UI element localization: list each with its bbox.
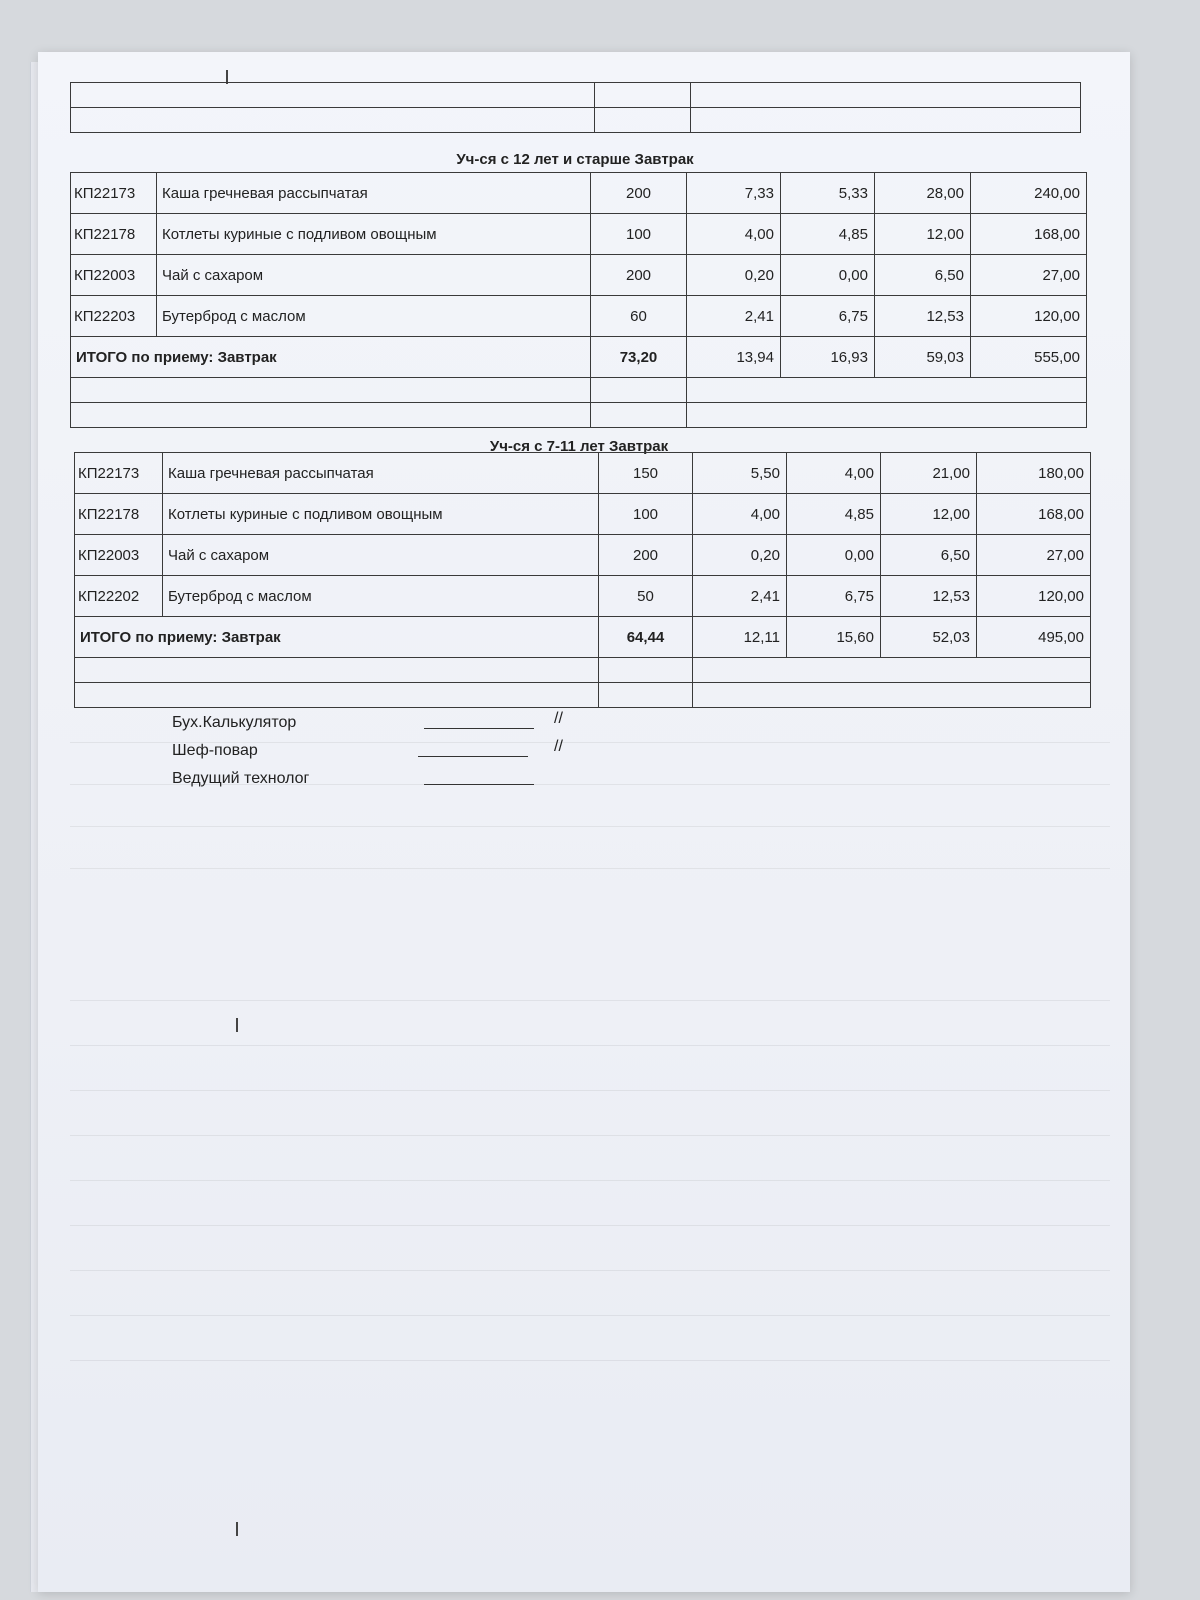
item-carbs: 28,00 <box>875 173 971 214</box>
item-code: КП22178 <box>71 214 157 255</box>
item-code: КП22003 <box>75 535 163 576</box>
item-weight: 150 <box>599 453 693 494</box>
item-code: КП22202 <box>75 576 163 617</box>
section-title-7-11: Уч-ся с 7-11 лет Завтрак <box>489 438 669 455</box>
empty-cell <box>599 683 693 708</box>
section-title-12-plus: Уч-ся с 12 лет и старше Завтрак <box>456 151 694 168</box>
total-proteins: 12,11 <box>693 617 787 658</box>
item-fats: 4,85 <box>787 494 881 535</box>
empty-cell <box>599 658 693 683</box>
empty-cell <box>595 108 691 133</box>
item-carbs: 12,53 <box>881 576 977 617</box>
table-row <box>71 214 1087 255</box>
signature-role: Ведущий технолог <box>172 770 310 787</box>
signature-row <box>172 770 309 798</box>
table-row <box>71 255 1087 296</box>
item-code: КП22173 <box>71 173 157 214</box>
empty-cell <box>71 378 591 403</box>
item-proteins: 5,50 <box>693 453 787 494</box>
item-carbs: 6,50 <box>875 255 971 296</box>
item-carbs: 21,00 <box>881 453 977 494</box>
item-kcal: 168,00 <box>977 494 1091 535</box>
signature-line <box>418 756 528 757</box>
total-label: ИТОГО по приему: Завтрак <box>71 337 591 378</box>
item-carbs: 12,53 <box>875 296 971 337</box>
item-code: КП22003 <box>71 255 157 296</box>
item-name: Каша гречневая рассыпчатая <box>157 173 591 214</box>
item-fats: 0,00 <box>781 255 875 296</box>
total-price: 64,44 <box>599 617 693 658</box>
signature-role: Шеф-повар <box>172 742 258 759</box>
empty-cell <box>71 403 591 428</box>
item-proteins: 2,41 <box>687 296 781 337</box>
signature-row <box>172 710 563 742</box>
empty-cell <box>693 683 1091 708</box>
item-weight: 100 <box>591 214 687 255</box>
item-kcal: 27,00 <box>977 535 1091 576</box>
total-fats: 16,93 <box>781 337 875 378</box>
total-kcal: 555,00 <box>971 337 1087 378</box>
item-proteins: 7,33 <box>687 173 781 214</box>
item-name: Котлеты куриные с подливом овощным <box>157 214 591 255</box>
empty-cell <box>591 378 687 403</box>
item-carbs: 12,00 <box>881 494 977 535</box>
item-name: Каша гречневая рассыпчатая <box>163 453 599 494</box>
total-price: 73,20 <box>591 337 687 378</box>
item-code: КП22178 <box>75 494 163 535</box>
empty-cell <box>75 683 599 708</box>
item-weight: 200 <box>591 255 687 296</box>
item-name: Бутерброд с маслом <box>157 296 591 337</box>
item-weight: 100 <box>599 494 693 535</box>
signature-block <box>172 710 563 798</box>
item-fats: 6,75 <box>787 576 881 617</box>
total-row <box>75 617 1091 658</box>
item-fats: 4,00 <box>787 453 881 494</box>
item-fats: 4,85 <box>781 214 875 255</box>
menu-table-7-11 <box>74 452 1091 708</box>
item-weight: 200 <box>591 173 687 214</box>
total-kcal: 495,00 <box>977 617 1091 658</box>
empty-cell <box>691 108 1081 133</box>
item-kcal: 120,00 <box>971 296 1087 337</box>
table-row <box>75 453 1091 494</box>
table-row <box>75 576 1091 617</box>
item-fats: 0,00 <box>787 535 881 576</box>
header-empty-table <box>70 82 1081 133</box>
item-name: Чай с сахаром <box>163 535 599 576</box>
item-code: КП22203 <box>71 296 157 337</box>
item-kcal: 240,00 <box>971 173 1087 214</box>
item-proteins: 0,20 <box>687 255 781 296</box>
item-kcal: 168,00 <box>971 214 1087 255</box>
item-carbs: 12,00 <box>875 214 971 255</box>
item-kcal: 27,00 <box>971 255 1087 296</box>
table-row <box>75 494 1091 535</box>
empty-cell <box>693 658 1091 683</box>
signature-mark: // <box>554 710 563 727</box>
empty-cell <box>595 83 691 108</box>
menu-table-12-plus <box>70 172 1087 428</box>
table-row <box>75 535 1091 576</box>
table-row <box>71 296 1087 337</box>
punch-mark <box>236 1018 238 1032</box>
item-proteins: 4,00 <box>687 214 781 255</box>
item-proteins: 4,00 <box>693 494 787 535</box>
item-fats: 6,75 <box>781 296 875 337</box>
signature-line <box>424 728 534 729</box>
empty-cell <box>71 83 595 108</box>
empty-cell <box>691 83 1081 108</box>
item-weight: 50 <box>599 576 693 617</box>
signature-role: Бух.Калькулятор <box>172 714 297 731</box>
empty-cell <box>71 108 595 133</box>
signature-mark: // <box>554 738 563 755</box>
item-name: Котлеты куриные с подливом овощным <box>163 494 599 535</box>
total-proteins: 13,94 <box>687 337 781 378</box>
total-label: ИТОГО по приему: Завтрак <box>75 617 599 658</box>
total-fats: 15,60 <box>787 617 881 658</box>
item-carbs: 6,50 <box>881 535 977 576</box>
empty-cell <box>75 658 599 683</box>
signature-row <box>172 738 563 770</box>
table-row <box>71 173 1087 214</box>
item-kcal: 180,00 <box>977 453 1091 494</box>
item-weight: 60 <box>591 296 687 337</box>
total-row <box>71 337 1087 378</box>
signature-line <box>424 784 534 785</box>
item-name: Чай с сахаром <box>157 255 591 296</box>
punch-mark <box>236 1522 238 1536</box>
item-code: КП22173 <box>75 453 163 494</box>
empty-cell <box>687 403 1087 428</box>
item-name: Бутерброд с маслом <box>163 576 599 617</box>
item-weight: 200 <box>599 535 693 576</box>
total-carbs: 52,03 <box>881 617 977 658</box>
item-fats: 5,33 <box>781 173 875 214</box>
empty-cell <box>687 378 1087 403</box>
empty-cell <box>591 403 687 428</box>
item-kcal: 120,00 <box>977 576 1091 617</box>
total-carbs: 59,03 <box>875 337 971 378</box>
item-proteins: 0,20 <box>693 535 787 576</box>
item-proteins: 2,41 <box>693 576 787 617</box>
